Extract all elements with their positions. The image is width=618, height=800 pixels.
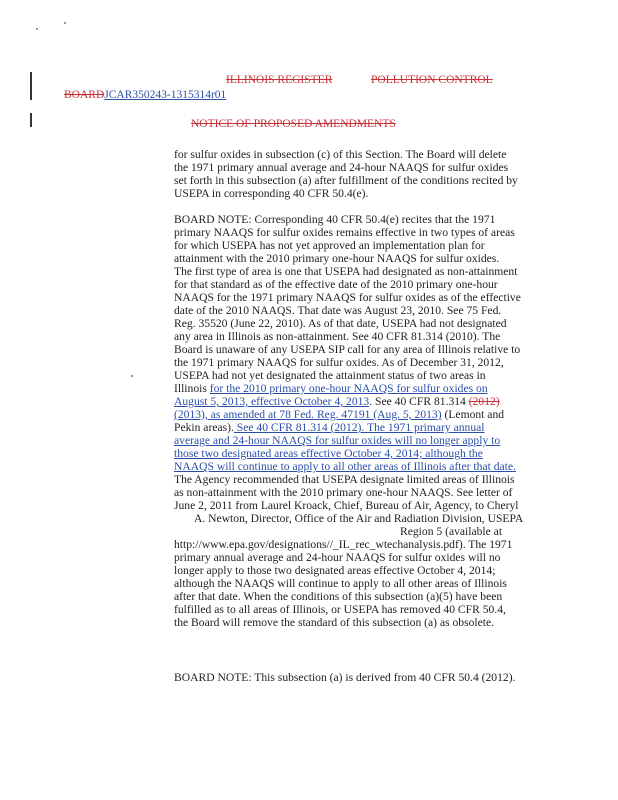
text-line: after that date. When the conditions of this subsection (a)(5) have been [174,590,503,603]
board-note-source [174,671,515,684]
inserted-line: average and 24-hour NAAQS for sulfur oxides will no longer apply to [174,434,501,447]
document-code-line [64,89,226,101]
scan-speck [131,375,133,377]
text-line [174,395,523,408]
text-line [174,408,523,421]
deleted-text: (2012) [468,395,500,408]
inserted-text: See 40 CFR 81.314 (2012). The 1971 primary annual [233,421,485,434]
text-line: BOARD NOTE: Corresponding 40 CFR 50.4(e) recites that the 1971 [174,213,496,226]
text-line: for that standard as of the effective date of the 2010 primary one-hour [174,278,498,291]
text-line: June 2, 2011 from Laurel Kroack, Chief, Bureau of Air, Agency, to Cheryl [174,499,519,512]
scan-speck [64,22,66,24]
inserted-text: (2013), as amended at 78 Fed. Reg. 47191 (Aug. 5, 2013) [174,408,442,421]
plain-text: Pekin areas). [174,421,234,434]
inserted-line: those two designated areas effective October 4, 2014; although the [174,447,483,460]
text-line: Board is unaware of any USEPA SIP call for any area of Illinois relative to [174,343,521,356]
text-line: USEPA had not yet designated the attainment status of two areas in [174,369,486,382]
notice-heading: NOTICE OF PROPOSED AMENDMENTS [191,118,396,130]
inserted-text: August 5, 2013, effective October 4, 2013 [174,395,370,408]
text-line: as non-attainment with the 2010 primary one-hour NAAQS. See letter of [174,486,513,499]
board-struck: BOARD [64,89,105,101]
text-line: fulfilled as to all areas of Illinois, or USEPA has removed 40 CFR 50.4, [174,603,506,616]
text-line: the 1971 primary NAAQS for sulfur oxides. As of December 31, 2012, [174,356,504,369]
text-line: although the NAAQS will continue to apply to all other areas of Illinois [174,577,507,590]
text-line: primary NAAQS for sulfur oxides remains effective in two types of areas [174,226,515,239]
paragraph-1 [174,148,518,200]
change-bar [30,113,32,127]
inserted-line: NAAQS will continue to apply to all other areas of Illinois after that date. [174,460,516,473]
text-line-indented: A. Newton, Director, Office of the Air and Radiation Division, USEPA [194,512,524,525]
text-line: The first type of area is one that USEPA had designated as non-attainment [174,265,518,278]
register-title: ILLINOIS REGISTER [226,74,333,86]
text-line: attainment with the 2010 primary one-hour NAAQS for sulfur oxides. [174,252,500,265]
text-line: BOARD NOTE: This subsection (a) is derived from 40 CFR 50.4 (2012). [174,671,516,684]
text-line: date of the 2010 NAAQS. That date was August 23, 2010. See 75 Fed. [174,304,502,317]
text-line: The Agency recommended that USEPA designate limited areas of Illinois [174,473,515,486]
plain-text: (Lemont and [441,408,505,421]
text-line [174,382,523,395]
inserted-text: for the 2010 primary one-hour NAAQS for sulfur oxides on [209,382,488,395]
text-line-right: Region 5 (available at [400,525,503,538]
plain-text: . See 40 CFR 81.314 [369,395,469,408]
text-line: set forth in this subsection (a) after fulfillment of the conditions recited by [174,174,518,187]
text-line: USEPA in corresponding 40 CFR 50.4(e). [174,187,369,200]
text-line: for sulfur oxides in subsection (c) of this Section. The Board will delete [174,148,507,161]
text-line: for which USEPA has not yet approved an implementation plan for [174,239,485,252]
jcar-code: JCAR350243-1315314r01 [104,89,227,101]
scan-speck [36,28,38,30]
text-line: the Board will remove the standard of this subsection (a) as obsolete. [174,616,495,629]
text-line [174,421,523,434]
change-bar [30,72,32,100]
text-line: the 1971 primary annual average and 24-hour NAAQS for sulfur oxides [174,161,509,174]
plain-text: Illinois [174,382,210,395]
agency-title: POLLUTION CONTROL [371,74,493,86]
text-line: longer apply to those two designated areas effective October 4, 2014; [174,564,496,577]
text-line: primary annual average and 24-hour NAAQS for sulfur oxides will no [174,551,501,564]
text-line: any area in Illinois as non-attainment. See 40 CFR 81.314 (2010). The [174,330,501,343]
text-line: Reg. 35520 (June 22, 2010). As of that date, USEPA had not designated [174,317,507,330]
text-line: NAAQS for the 1971 primary NAAQS for sulfur oxides as of the effective [174,291,521,304]
board-note-paragraph [174,213,523,629]
text-line: http://www.epa.gov/designations//_IL_rec_wtechanalysis.pdf). The 1971 [174,538,513,551]
